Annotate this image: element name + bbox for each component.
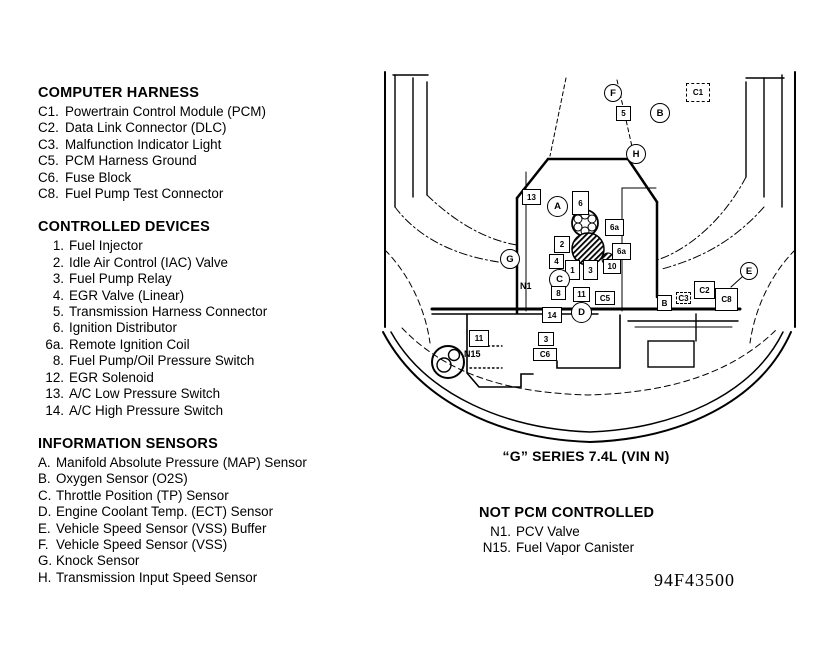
legend-item (38, 553, 383, 569)
component-marker-label: C6 (539, 350, 551, 359)
component-marker (573, 287, 590, 302)
legend-item-text: Engine Coolant Temp. (ECT) Sensor (56, 504, 274, 520)
legend-item-text: Idle Air Control (IAC) Valve (69, 254, 229, 270)
legend-section-information-sensors (38, 436, 383, 586)
legend-item-number: C6. (38, 169, 59, 185)
component-marker-label: C (556, 274, 563, 285)
component-marker (626, 144, 646, 164)
component-marker-label: 2 (559, 240, 565, 249)
legend-item (38, 537, 383, 553)
legend-item-text: PCM Harness Ground (65, 153, 197, 169)
legend-item (38, 320, 383, 336)
legend-item-number: 1. (52, 238, 64, 254)
component-marker-label: 11 (577, 290, 586, 299)
vehicle-outline-drawing (380, 55, 800, 455)
component-marker (542, 307, 562, 323)
figure-caption: “G” SERIES 7.4L (VIN N) (502, 448, 670, 464)
legend-item-text: Ignition Distributor (69, 320, 177, 336)
component-marker-label: B (661, 298, 668, 308)
legend-item (38, 471, 383, 487)
engine-bay-diagram (380, 55, 800, 455)
legend-item (38, 353, 383, 369)
legend-item-text: PCV Valve (516, 524, 580, 539)
legend-item-number: 8. (52, 353, 64, 369)
component-marker (469, 330, 489, 347)
legend-item (38, 403, 383, 419)
section-title: INFORMATION SENSORS (38, 435, 218, 452)
figure-number: 94F43500 (654, 570, 736, 590)
component-marker-label: 3 (543, 334, 549, 344)
component-marker (605, 219, 624, 236)
component-marker (650, 103, 670, 123)
legend-item (479, 524, 709, 540)
legend-item-text: Manifold Absolute Pressure (MAP) Sensor (56, 454, 307, 470)
legend-item-text: Fuse Block (65, 169, 132, 185)
legend-item-number: 6a. (45, 336, 64, 352)
legend-item (38, 521, 383, 537)
section-title: NOT PCM CONTROLLED (479, 505, 655, 521)
legend-item-text: Fuel Pump Test Connector (65, 186, 224, 202)
legend-item-text: Oxygen Sensor (O2S) (56, 471, 188, 487)
component-marker (715, 288, 738, 311)
component-marker-label: 8 (556, 288, 561, 298)
component-marker (538, 332, 554, 346)
component-marker-label: A (554, 201, 561, 212)
component-marker-label: 11 (474, 334, 484, 343)
component-marker (522, 189, 541, 205)
legend-item-number: C2. (38, 120, 59, 136)
legend-item-number: H. (38, 569, 52, 585)
component-marker (595, 291, 615, 305)
legend-item-text: EGR Valve (Linear) (69, 287, 185, 303)
component-marker (612, 243, 631, 260)
not-pcm-section (479, 505, 709, 557)
component-marker-label: 1 (570, 265, 575, 275)
component-marker (572, 191, 589, 215)
legend-item-text: Transmission Harness Connector (69, 304, 268, 320)
legend-item-number: 12. (45, 369, 64, 385)
legend-item-number: C8. (38, 186, 59, 202)
legend-item-number: N1. (490, 524, 511, 539)
component-marker-label: H (632, 148, 640, 160)
legend-item (38, 137, 383, 153)
legend-item-number: C. (38, 487, 52, 503)
legend-item (38, 186, 383, 202)
legend-item (38, 170, 383, 186)
component-marker-label: 10 (607, 262, 617, 271)
legend-item (479, 540, 709, 556)
component-marker (500, 249, 520, 269)
legend-item (38, 504, 383, 520)
legend-item-number: E. (38, 520, 51, 536)
legend-item-number: G. (38, 553, 53, 569)
legend-item-text: Fuel Injector (69, 238, 143, 254)
legend-item-number: F. (38, 536, 49, 552)
legend-item-text: Throttle Position (TP) Sensor (56, 487, 229, 503)
legend-section-computer-harness (38, 85, 383, 202)
legend-item (38, 288, 383, 304)
component-marker-label: 14 (547, 310, 557, 320)
component-marker (676, 292, 691, 304)
component-marker (533, 348, 557, 361)
legend-item-text: Remote Ignition Coil (69, 336, 190, 352)
legend-item (38, 255, 383, 271)
legend-item (38, 455, 383, 471)
component-marker-label: 6a (617, 247, 626, 256)
component-marker-label: N15 (464, 349, 481, 359)
legend-item-text: Fuel Vapor Canister (516, 540, 635, 556)
legend-item-text: Powertrain Control Module (PCM) (65, 104, 266, 119)
legend-item-text: Fuel Pump/Oil Pressure Switch (69, 353, 255, 369)
legend-item (38, 238, 383, 254)
legend-item-number: B. (38, 471, 51, 487)
component-marker-label: C8 (721, 295, 732, 304)
component-marker-label: D (578, 307, 585, 318)
legend-item-text: A/C High Pressure Switch (69, 402, 224, 418)
component-marker-label: B (656, 107, 664, 119)
component-marker (464, 348, 490, 360)
legend-item-number: 4. (52, 287, 64, 303)
legend-item (38, 271, 383, 287)
legend-item-text: Data Link Connector (DLC) (65, 120, 227, 136)
legend-item-text: Malfunction Indicator Light (65, 136, 222, 152)
component-marker-label: 5 (621, 109, 626, 118)
component-marker (549, 254, 564, 269)
legend-list (38, 238, 383, 418)
legend-item (38, 337, 383, 353)
legend-item-text: EGR Solenoid (69, 369, 154, 385)
legend-item-number: 3. (52, 271, 64, 287)
legend-item-number: 2. (52, 254, 64, 270)
component-marker (551, 286, 566, 300)
legend-item (38, 104, 383, 120)
legend-list (38, 104, 383, 202)
component-marker-label: C1 (692, 88, 704, 97)
legend-item (38, 304, 383, 320)
component-marker-label: C5 (599, 293, 611, 303)
legend-item-number: A. (38, 454, 51, 470)
component-marker (686, 83, 710, 102)
component-marker-label: C2 (699, 285, 710, 295)
component-marker-label: C3 (678, 293, 689, 303)
section-title: CONTROLLED DEVICES (38, 219, 210, 236)
component-marker (571, 302, 592, 323)
component-marker-label: 13 (527, 192, 536, 202)
component-marker (520, 280, 540, 292)
component-marker (554, 236, 570, 253)
component-marker (603, 259, 621, 274)
legend-item-text: Transmission Input Speed Sensor (56, 569, 258, 585)
legend-item-number: N15. (482, 540, 511, 556)
legend-section-controlled-devices (38, 219, 383, 418)
component-marker (616, 106, 631, 121)
component-marker-label: G (506, 253, 514, 265)
legend-item (38, 120, 383, 136)
section-title: COMPUTER HARNESS (38, 85, 200, 101)
legend-item (38, 570, 383, 586)
legend-item (38, 488, 383, 504)
legend-list (38, 455, 383, 586)
legend-list (479, 524, 709, 557)
component-marker-label: 6a (610, 223, 619, 232)
legend-item (38, 370, 383, 386)
component-marker-label: N1 (520, 281, 532, 291)
legend-item (38, 153, 383, 169)
legend-item-number: D. (38, 504, 52, 520)
legend-item-text: Vehicle Speed Sensor (VSS) (56, 536, 228, 552)
legend-item-text: A/C Low Pressure Switch (69, 386, 221, 402)
legend-item-text: Fuel Pump Relay (69, 271, 172, 287)
component-marker (694, 281, 715, 299)
component-marker (657, 295, 672, 311)
component-legend (38, 85, 383, 603)
component-marker-label: F (610, 87, 616, 99)
legend-item-number: 13. (45, 386, 64, 402)
legend-item-number: 5. (52, 304, 64, 320)
component-marker (604, 84, 622, 102)
component-marker-label: E (745, 265, 753, 277)
component-marker (583, 260, 598, 280)
component-marker-label: 3 (588, 265, 593, 275)
component-marker-label: 6 (578, 198, 583, 208)
legend-item-number: C3. (38, 136, 59, 152)
legend-item (38, 386, 383, 402)
component-marker (740, 262, 758, 280)
component-marker-label: 4 (554, 257, 559, 266)
legend-item-text: Knock Sensor (56, 553, 140, 569)
legend-item-number: C5. (38, 153, 59, 169)
legend-item-number: 6. (52, 320, 64, 336)
component-marker (547, 196, 568, 217)
legend-item-number: 14. (45, 402, 64, 418)
legend-item-number: C1. (38, 104, 59, 119)
legend-item-text: Vehicle Speed Sensor (VSS) Buffer (56, 520, 267, 536)
